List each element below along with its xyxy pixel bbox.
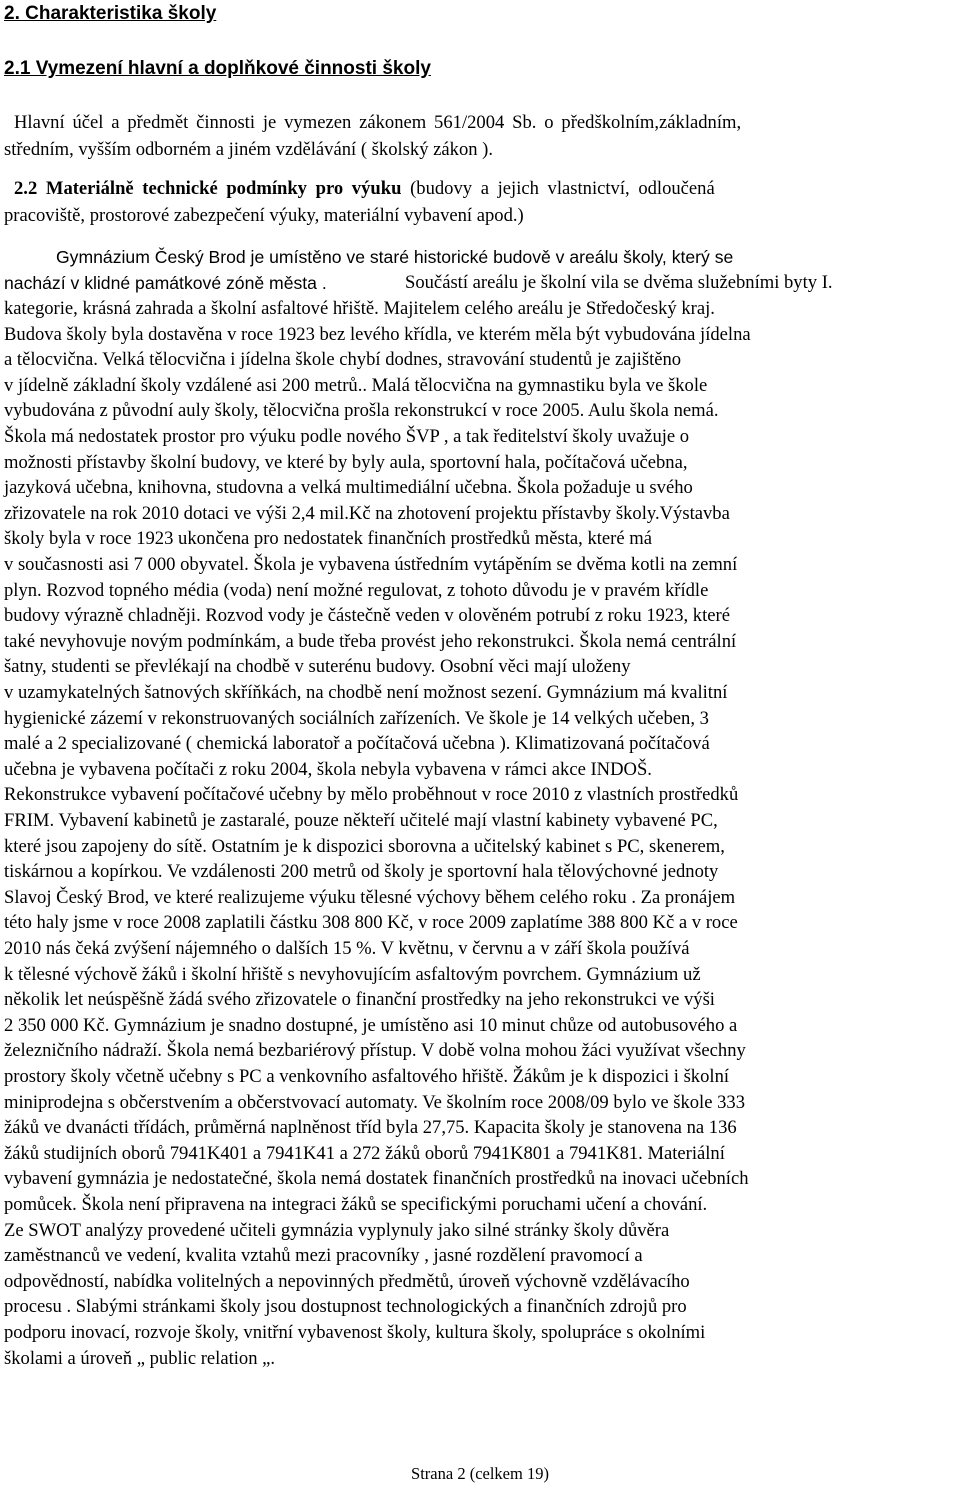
body-line-37: Ze SWOT analýzy provedené učiteli gymnázia vyplynuly jako silné stránky školy důvěra — [4, 1219, 670, 1241]
body-line-23: tiskárnou a kopírkou. Ve vzdálenosti 200 metrů od školy je sportovní hala tělovýchovné jednoty — [4, 861, 719, 883]
section-2-2-title-rest: (budovy a jejich vlastnictví, odloučená — [401, 178, 715, 199]
body-line-32: miniprodejna s občerstvením a občerstvovací automaty. Ve školním roce 2008/09 bylo ve škole 333 — [4, 1091, 746, 1113]
body-line-36: pomůcek. Škola není připravena na integraci žáků se specifickými poruchami učení a chování. — [4, 1194, 708, 1215]
body-line-21: FRIM. Vybavení kabinetů je zastaralé, pouze někteří učitelé mají vlastní kabinety vybavené PC, — [4, 810, 718, 831]
body-line-18: malé a 2 specializované ( chemická laboratoř a počítačová učebna ). Klimatizovaná počítačová — [4, 733, 710, 755]
section-2-2-title — [4, 177, 715, 201]
body-line-20: Rekonstrukce vybavení počítačové učebny by mělo proběhnout v roce 2010 z vlastních prostředků — [4, 784, 739, 806]
body-line-28: několik let neúspěšně žádá svého zřizovatele o finanční prostředky na jeho rekonstrukci ve výši — [4, 989, 715, 1011]
intro-line-2: středním, vyšším odborném a jiném vzdělávání ( školský zákon ). — [4, 139, 494, 160]
body-line-13: budovy výrazně chladněji. Rozvod vody je částečně veden v olověném potrubí z roku 1923, které — [4, 605, 730, 627]
body-line-17: hygienické zázemí v rekonstruovaných sociálních zařízeních. Ve škole je 14 velkých učeben, 3 — [4, 707, 709, 729]
body-line-27: k tělesné výchově žáků i školní hřiště s nevyhovujícím asfaltovým povrchem. Gymnázium už — [4, 963, 701, 985]
section-2-2-line-2: pracoviště, prostorové zabezpečení výuky, materiální vybavení apod.) — [4, 205, 524, 226]
body-line-19: učebna je vybavena počítači z roku 2004, škola nebyla vybavena v rámci akce INDOŠ. — [4, 758, 652, 780]
body-line-29: 2 350 000 Kč. Gymnázium je snadno dostupné, je umístěno asi 10 minut chůze od autobusového a — [4, 1014, 738, 1036]
body-line-26: 2010 nás čeká zvýšení nájemného o dalších 15 %. V květnu, v červnu a v září škola používá — [4, 938, 690, 959]
arial-line-1: Gymnázium Český Brod je umístěno ve staré historické budově v areálu školy, který se — [56, 247, 734, 267]
body-line-16: v uzamykatelných šatnových skříňkách, na chodbě není možnost sezení. Gymnázium má kvalitní — [4, 682, 728, 703]
body-line-11: v současnosti asi 7 000 obyvatel. Škola je vybavena ústředním vytápěním se dvěma kotli na zemní — [4, 554, 738, 575]
body-line-42: školami a úroveň „ public relation „. — [4, 1347, 276, 1369]
arial-line-2: nachází v klidné památkové zóně města . — [4, 273, 327, 293]
body-line-7: možnosti přístavby školní budovy, ve které by byly aula, sportovní hala, počítačová učebna, — [4, 451, 688, 473]
body-line-12: plyn. Rozvod topného média (voda) není možné regulovat, z tohoto důvodu je v pravém křídle — [4, 579, 709, 601]
body-line-24: Slavoj Český Brod, ve které realizujeme výuku tělesné výchovy během celého roku . Za pronájem — [4, 886, 736, 908]
body-line-30: železničního nádraží. Škola nemá bezbariérový přístup. V době volna mohou žáci využívat všechny — [4, 1040, 746, 1062]
body-line-2: Budova školy byla dostavěna v roce 1923 bez levého křídla, ve kterém měla být vybudována jídelna — [4, 323, 751, 345]
body-line-3: a tělocvična. Velká tělocvična i jídelna škole chybí dodnes, stravování studentů je zajištěno — [4, 349, 682, 371]
body-line-9: zřizovatele na rok 2010 dotaci ve výši 2,4 mil.Kč na zhotovení projektu přístavby školy.Výstavba — [4, 502, 730, 524]
body-line-25: této haly jsme v roce 2008 zaplatili částku 308 800 Kč, v roce 2009 zaplatíme 388 800 Kč a v roce — [4, 912, 738, 934]
page-footer: Strana 2 (celkem 19) — [411, 1464, 549, 1483]
body-line-10: školy byla v roce 1923 ukončena pro nedostatek finančních prostředků města, které má — [4, 528, 652, 550]
body-line-14: také nevyhovuje novým podmínkám, a bude třeba provést jeho rekonstrukci. Škola nemá centrální — [4, 630, 737, 652]
body-line-38: zaměstnanců ve vedení, kvalita vztahů mezi pracovníky , jasné rozdělení pravomocí a — [4, 1245, 643, 1267]
intro-line-1: Hlavní účel a předmět činnosti je vymezen zákonem 561/2004 Sb. o předškolním,základním, — [14, 112, 742, 133]
body-line-39: odpovědností, nabídka volitelných a nepovinných předmětů, úroveň výchovně vzdělávacího — [4, 1270, 690, 1292]
body-line-33: žáků ve dvanácti třídách, průměrná naplněnost tříd byla 27,75. Kapacita školy je stanovena na 136 — [4, 1117, 737, 1139]
body-line-40: procesu . Slabými stránkami školy jsou dostupnost technologických a finančních zdrojů pro — [4, 1296, 687, 1318]
heading-charakteristika: 2. Charakteristika školy — [4, 3, 217, 24]
body-line-31: prostory školy včetně učebny s PC a venkovního asfaltového hřiště. Žákům je k dispozici i školní — [4, 1066, 730, 1087]
body-line-8: jazyková učebna, knihovna, studovna a velká multimediální učebna. Škola požaduje u svého — [4, 477, 693, 499]
section-2-2-title-bold: 2.2 Materiálně technické podmínky pro výuku — [14, 178, 402, 199]
body-line-5: vybudována z původní auly školy, tělocvična prošla rekonstrukcí v roce 2005. Aulu škola nemá. — [4, 400, 719, 422]
body-line-35: vybavení gymnázia je nedostatečné, škola nemá dostatek finančních prostředků na inovaci učebních — [4, 1168, 749, 1190]
body-line-4: v jídelně základní školy vzdálené asi 200 metrů.. Malá tělocvična na gymnastiku byla ve škole — [4, 374, 708, 396]
body-line-6: Škola má nedostatek prostor pro výuku podle nového ŠVP , a tak ředitelství školy uvažuje o — [4, 426, 690, 447]
body-line-41: podporu inovací, rozvoje školy, vnitřní vybavenost školy, kultura školy, spolupráce s okolními — [4, 1322, 706, 1343]
body-line-22: které jsou zapojeny do sítě. Ostatním je k dispozici sborovna a učitelský kabinet s PC, skenerem, — [4, 835, 725, 857]
body-line-15: šatny, studenti se převlékají na chodbě v suterénu budovy. Osobní věci mají uloženy — [4, 656, 631, 678]
body-line-34: žáků studijních oborů 7941K401 a 7941K41 a 272 žáků oborů 7941K801 a 7941K81. Materiální — [4, 1142, 725, 1164]
body-line-1: kategorie, krásná zahrada a školní asfaltové hřiště. Majitelem celého areálu je Středočeský kraj. — [4, 298, 715, 319]
body-line-0: Součástí areálu je školní vila se dvěma služebními byty I. — [405, 272, 833, 293]
heading-vymezeni: 2.1 Vymezení hlavní a doplňkové činnosti školy — [4, 58, 431, 79]
